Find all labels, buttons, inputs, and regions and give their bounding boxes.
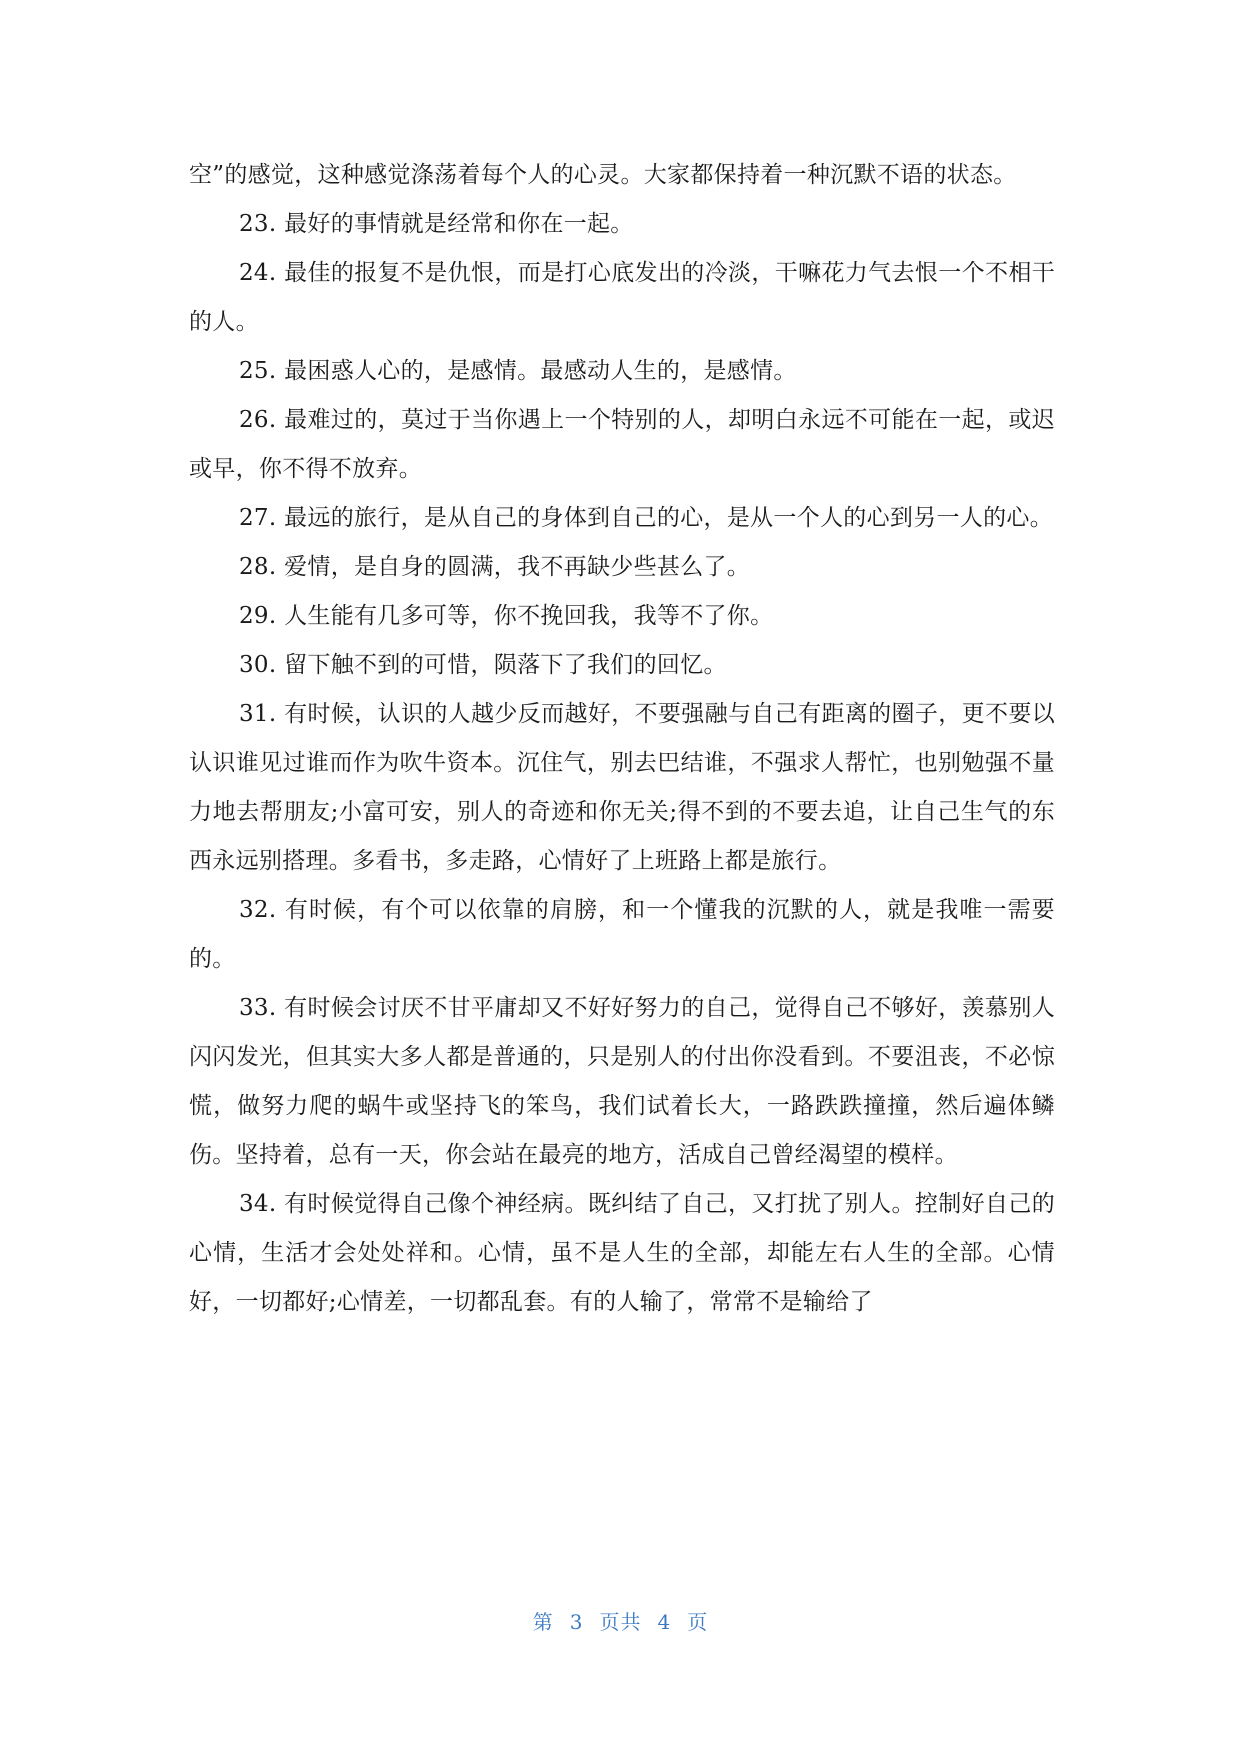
paragraph-34: 34. 有时候觉得自己像个神经病。既纠结了自己，又打扰了别人。控制好自己的心情，生活才会处处祥和。心情，虽不是人生的全部，却能左右人生的全部。心情好，一切都好;心情差，一切都乱套。有的人输了，常常不是输给了 <box>189 1191 1055 1315</box>
footer-suffix: 页 <box>687 1610 709 1634</box>
paragraph-28: 28. 爱情，是自身的圆满，我不再缺少些甚么了。 <box>239 554 751 580</box>
paragraph-27: 27. 最远的旅行，是从自己的身体到自己的心，是从一个人的心到另一人的心。 <box>239 505 1053 531</box>
page-footer <box>0 1606 1241 1635</box>
footer-current-page: 3 <box>569 1610 584 1634</box>
paragraph-29: 29. 人生能有几多可等，你不挽回我，我等不了你。 <box>239 603 774 629</box>
paragraph-32: 32. 有时候，有个可以依靠的肩膀，和一个懂我的沉默的人，就是我唯一需要的。 <box>189 897 1055 972</box>
paragraph-31: 31. 有时候，认识的人越少反而越好，不要强融与自己有距离的圈子，更不要以认识谁见过谁而作为吹牛资本。沉住气，别去巴结谁，不强求人帮忙，也别勉强不量力地去帮朋友;小富可安，别人的奇迹和你无关;得不到的不要去追，让自己生气的东西永远别搭理。多看书，多走路，心情好了上班路上都是旅行。 <box>189 701 1055 874</box>
paragraph-33: 33. 有时候会讨厌不甘平庸却又不好好努力的自己，觉得自己不够好，羡慕别人闪闪发光，但其实大多人都是普通的，只是别人的付出你没看到。不要沮丧，不必惊慌，做努力爬的蜗牛或坚持飞的笨鸟，我们试着长大，一路跌跌撞撞，然后遍体鳞伤。坚持着，总有一天，你会站在最亮的地方，活成自己曾经渴望的模样。 <box>189 995 1055 1168</box>
document-body <box>189 151 1055 1327</box>
footer-total-pages: 4 <box>657 1610 672 1634</box>
paragraph-23: 23. 最好的事情就是经常和你在一起。 <box>239 211 634 237</box>
paragraph-24: 24. 最佳的报复不是仇恨，而是打心底发出的冷淡，干嘛花力气去恨一个不相干的人。 <box>189 260 1055 335</box>
paragraph-30: 30. 留下触不到的可惜，陨落下了我们的回忆。 <box>239 652 727 678</box>
paragraph-continuation: 空”的感觉，这种感觉涤荡着每个人的心灵。大家都保持着一种沉默不语的状态。 <box>189 162 1017 188</box>
footer-prefix: 第 <box>532 1610 554 1634</box>
paragraph-26: 26. 最难过的，莫过于当你遇上一个特别的人，却明白永远不可能在一起，或迟或早，你不得不放弃。 <box>189 407 1055 482</box>
paragraph-25: 25. 最困惑人心的，是感情。最感动人生的，是感情。 <box>239 358 797 384</box>
footer-middle: 页共 <box>599 1610 642 1634</box>
